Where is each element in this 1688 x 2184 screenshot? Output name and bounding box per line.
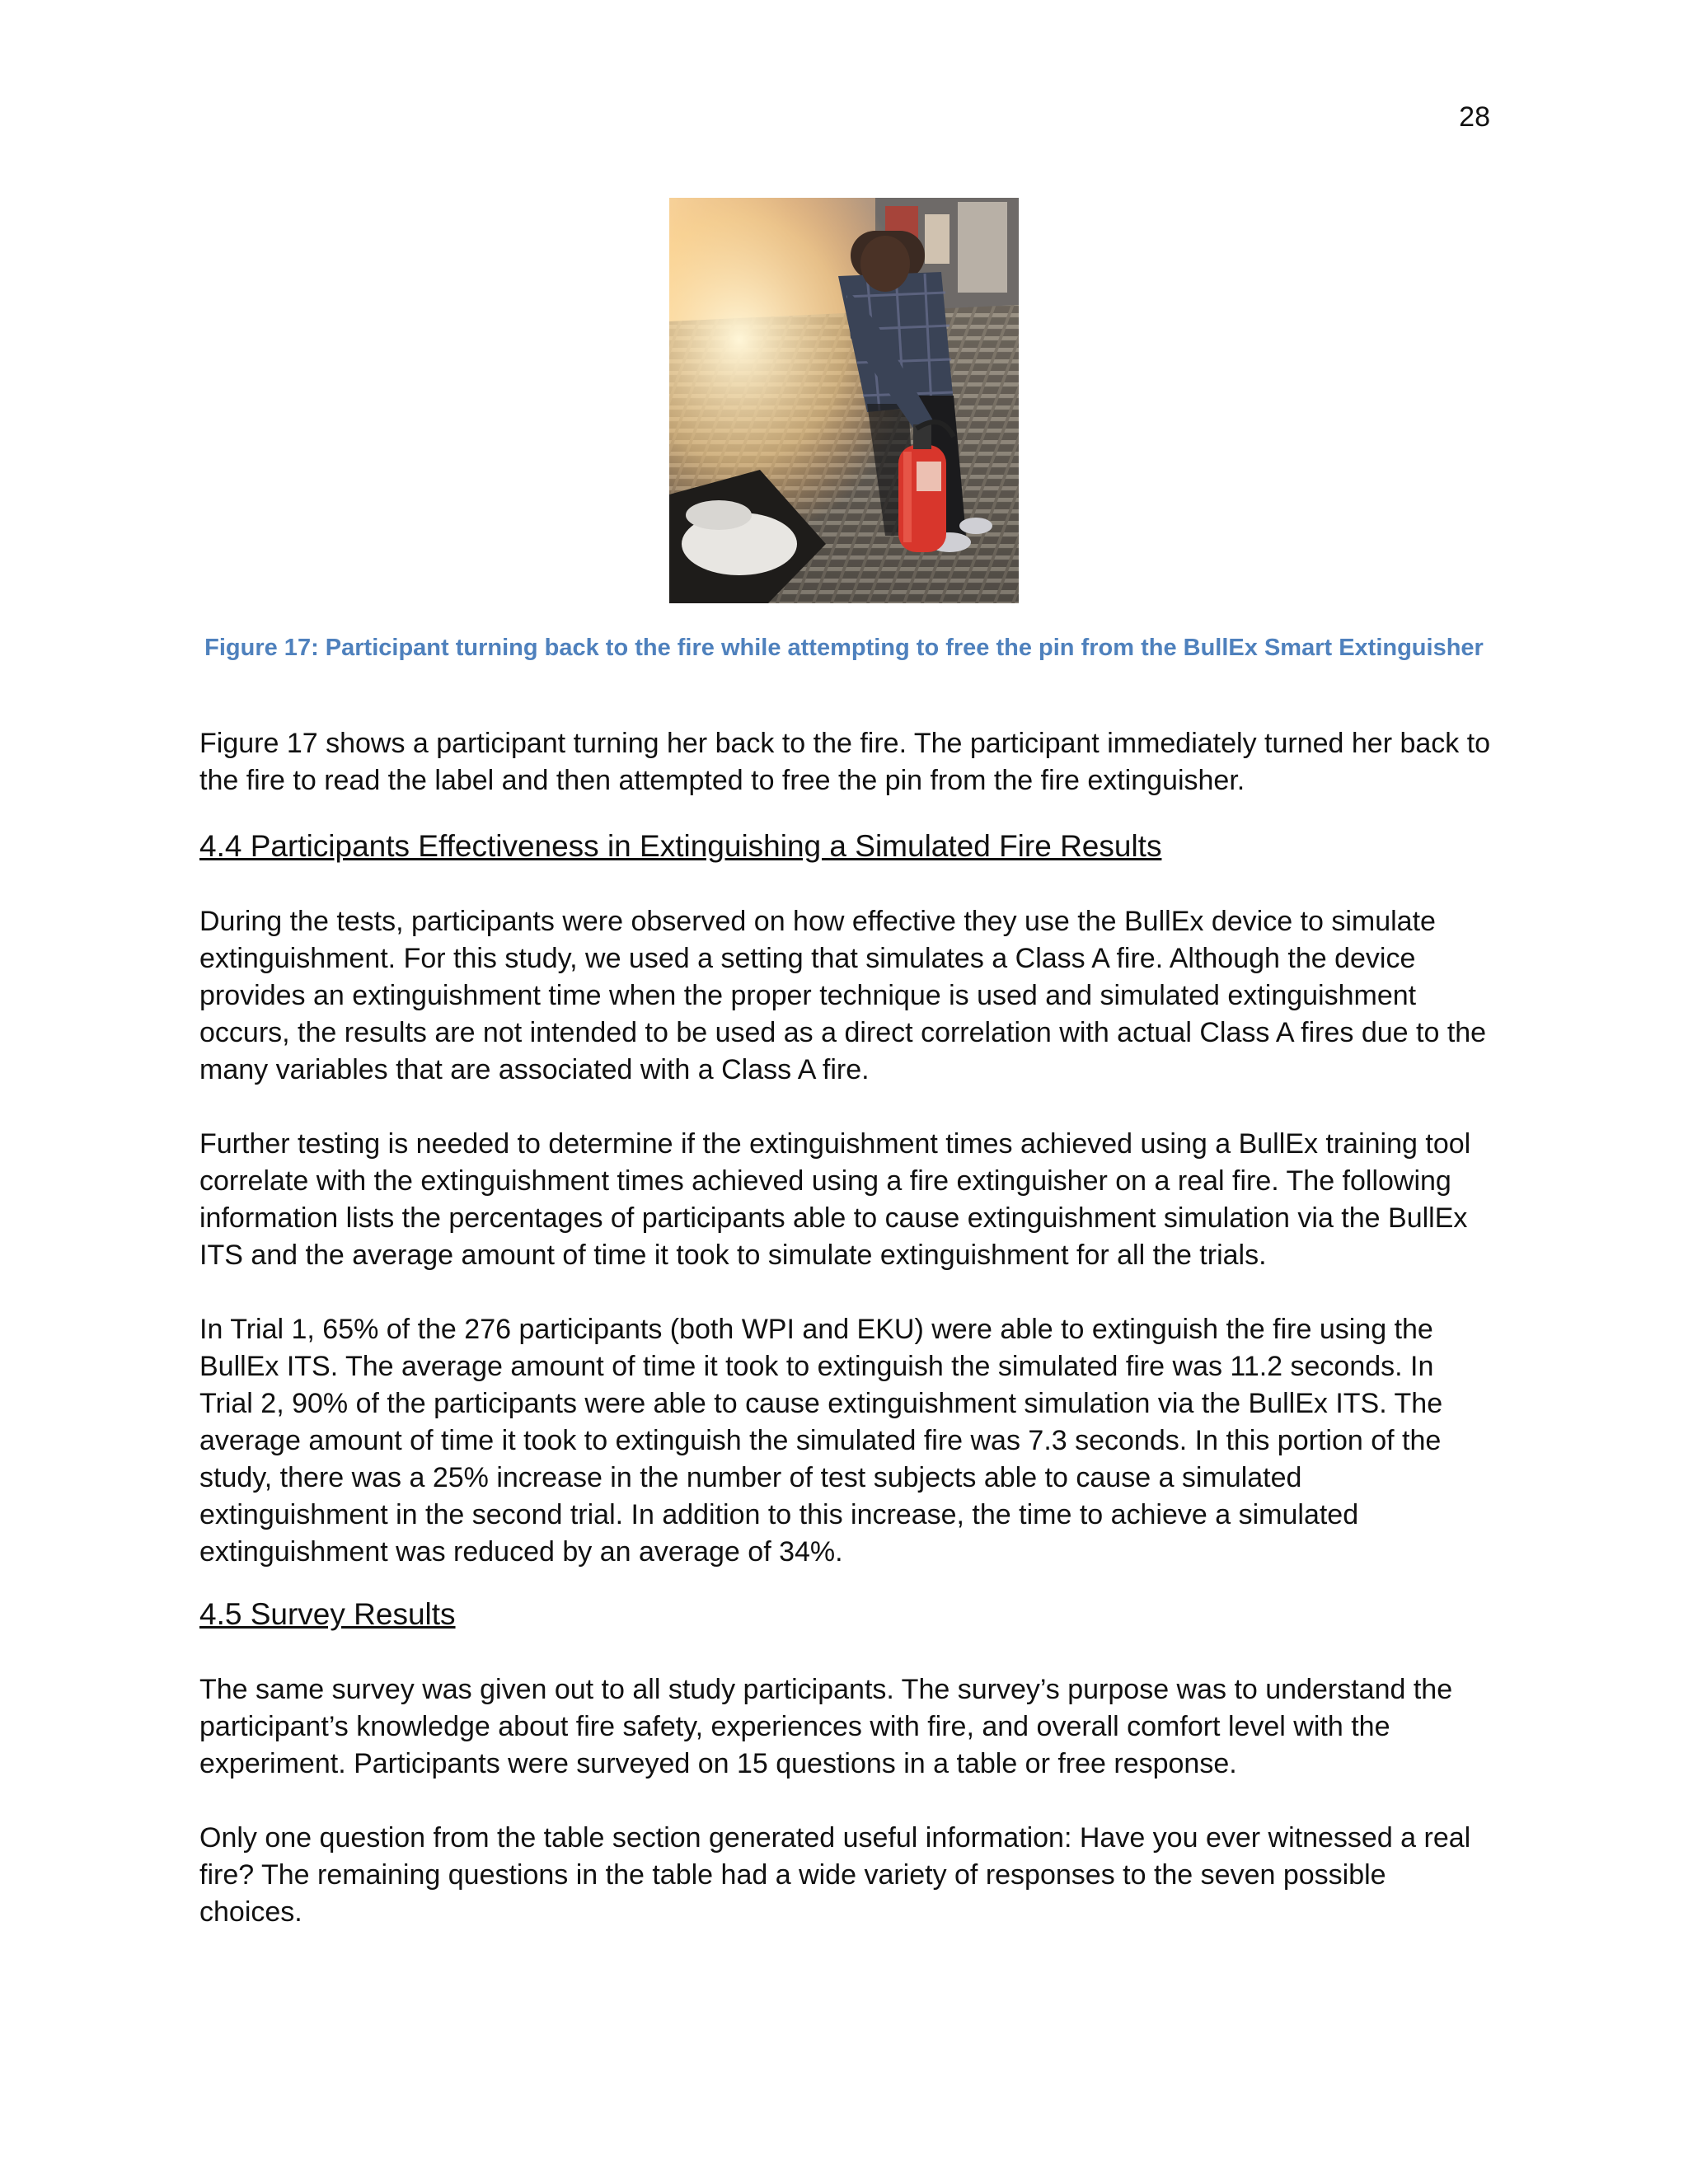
figure-photo xyxy=(669,198,1019,603)
section-heading-4-5: 4.5 Survey Results xyxy=(199,1597,456,1631)
section-4-4-paragraph-2: Further testing is needed to determine if the extinguishment times achieved using a BullEx training tool correlate with the extinguishment times achieved using a fire extinguisher on a real fire. The following information lists the percentages of participants able to cause extinguishment simulation via the BullEx ITS and the average amount of time it took to simulate extinguishment for all the trials. xyxy=(199,1128,1471,1271)
participant-photo-image xyxy=(669,198,1019,603)
page-number: 28 xyxy=(1459,101,1490,133)
body-content xyxy=(199,725,1493,1931)
section-4-4-paragraph-3: In Trial 1, 65% of the 276 participants (both WPI and EKU) were able to extinguish the fire using the BullEx ITS. The average amount of time it took to extinguish the simulated fire was 11.2 seconds. In Trial 2, 90% of the participants were able to cause extinguishment simulation via the BullEx ITS. The average amount of time it took to extinguish the simulated fire was 7.3 seconds. In this portion of the study, there was a 25% increase in the number of test subjects able to cause a simulated extinguishment in the second trial. In addition to this increase, the time to achieve a simulated extinguishment was reduced by an average of 34%. xyxy=(199,1314,1443,1568)
intro-paragraph: Figure 17 shows a participant turning her back to the fire. The participant immediately turned her back to the fire to read the label and then attempted to free the pin from the fire extinguisher. xyxy=(199,728,1491,796)
figure-caption: Figure 17: Participant turning back to the fire while attempting to free the pin from the BullEx Smart Extinguisher xyxy=(204,635,1484,661)
section-4-5-paragraph-2: Only one question from the table section generated useful information: Have you ever witnessed a real fire? The remaining questions in the table had a wide variety of responses to the seven possible choices. xyxy=(199,1822,1471,1928)
section-4-5-paragraph-1: The same survey was given out to all study participants. The survey’s purpose was to understand the participant’s knowledge about fire safety, experiences with fire, and overall comfort level with the experiment. Participants were surveyed on 15 questions in a table or free response. xyxy=(199,1674,1453,1779)
section-heading-4-4: 4.4 Participants Effectiveness in Extinguishing a Simulated Fire Results xyxy=(199,829,1162,863)
section-4-4-paragraph-1: During the tests, participants were observed on how effective they use the BullEx device to simulate extinguishment. For this study, we used a setting that simulates a Class A fire. Although the device provides an extinguishment time when the proper technique is used and simulated extinguishment occurs, the results are not intended to be used as a direct correlation with actual Class A fires due to the many variables that are associated with a Class A fire. xyxy=(199,906,1487,1085)
